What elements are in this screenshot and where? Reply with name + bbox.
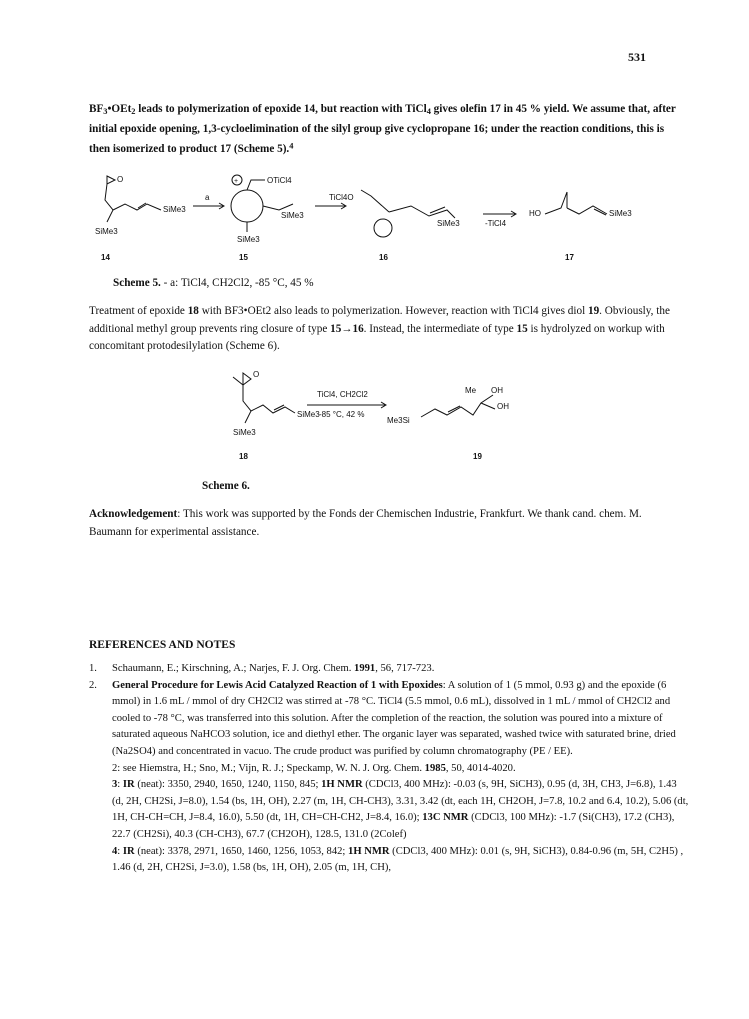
s6-sime3-18b: SiMe3 xyxy=(233,428,256,437)
s5-reagent-a: a xyxy=(205,193,210,202)
scheme6-caption: Scheme 6. xyxy=(202,480,250,492)
s5-sime3-14b: SiMe3 xyxy=(95,227,118,236)
epoxide-14 xyxy=(107,176,115,184)
page-number: 531 xyxy=(628,50,646,64)
s6-oh2: OH xyxy=(497,402,509,411)
s6-label-18: 18 xyxy=(239,452,248,461)
s5-sime3-17: SiMe3 xyxy=(609,209,632,218)
reference-2: 2. General Procedure for Lewis Acid Catalyzed Reaction of 1 with Epoxides: A solution of 1 (5 mmol, 0.93 g) and the epoxide (6 mmol) in 1.6 mL / mmol of dry CH2Cl2 was stirred at -78 °C. TiCl4 (5.5 mmol, 0.6 mL), dissolved in 1 mL / mmol of CH2Cl2 and cooled to -78 °C, was transferred into this solution. After the completion of the reaction, the solution was poured into a mixture of saturated aqueous NaHCO3 solution, ice and diethyl ether. The organic layer was separated, washed twice with saturated brine, dried (Na2SO4) and concentrated in vacuo. The crude product was purified by column chromatography (PE / EE). 2: see Hiemstra, H.; Sno, M.; Vijn, R. J.; Speckamp, W. N. J. Org. Chem. 1985, 50, 4014-4020. 3: IR (neat): 3350, 2940, 1650, 1240, 1150, 845; 1H NMR (CDCl3, 400 MHz): -0.03 (s, 9H, SiCH3), 0.95 (d, 3H, CH3, J=6.8), 1.43 (d, 2H, CH2Si, J=8.0), 1.54 (bs, 1H, OH), 2.27 (m, 1H, CH-CH3), 3.31, 3.42 (dt, each 1H, CH2OH, J=7.8, 10.2 and 6.4, 10.2), 5.06 (dt, 1H, CH-CH=CH, J=8.4, 16.0), 5.50 (dt, 1H, CH=CH-CH2, J=8.4, 16.0); 13C NMR (CDCl3, 100 MHz): -1.7 (Si(CH3), 17.2 (CH3), 22.7 (CH2Si), 40.3 (CH-CH3), 67.7 (CH2OH), 128.5, 131.0 (2Colef) 4: IR (neat): 3378, 2971, 1650, 1460, 1256, 1053, 842; 1H NMR (CDCl3, 400 MHz): 0.01 (s, 9H, SiCH3), 0.84-0.96 (m, 5H, C2H5) , 1.46 (d, 2H, CH2Si, J=3.0), 1.58 (bs, 1H, OH), 2.05 (m, 1H, CH), xyxy=(89,679,689,874)
s5-o-14: O xyxy=(117,175,124,184)
s5-sime3-15b: SiMe3 xyxy=(237,235,260,244)
intro-bold-text: $BF_3•OEt_2$ leads to polymerization of epoxide 14, but reaction with TiCl$_4$ gives olefin 17 in 45 % yield. We assume that, after initial epoxide opening, 1,3-cycloelimination of the silyl group give cyclopropane 16; under the reaction conditions, this is then isomerized to product 17 (Scheme 5).$^4$ xyxy=(89,103,676,156)
acknowledgement-label: Acknowledgement xyxy=(89,508,178,520)
s6-me3si: Me3Si xyxy=(387,416,410,425)
acknowledgement: Acknowledgement: This work was supported by the Fonds der Chemischen Industrie, Frankfurt. We thank cand. chem. M. Baumann for experimental assistance. xyxy=(89,508,642,538)
references-list xyxy=(89,661,689,877)
paragraph-2: Treatment of epoxide 18 with BF3•OEt2 also leads to polymerization. However, reaction with TiCl4 gives diol 19. Obviously, the additional methyl group prevents ring closure of type 15→16. Instead, the intermediate of type 15 is hydrolyzed on workup with concomitant protodesilylation (Scheme 6). xyxy=(89,305,670,352)
s5-label-14: 14 xyxy=(101,253,110,262)
footnote-mark: 4 xyxy=(289,142,294,152)
s6-oh1: OH xyxy=(491,386,503,395)
s5-label-17: 17 xyxy=(565,253,574,262)
s5-label-16: 16 xyxy=(379,253,388,262)
s5-oticl4: OTiCl4 xyxy=(267,176,292,185)
scheme6-graphic xyxy=(225,365,565,465)
s5-sime3-15a: SiMe3 xyxy=(281,211,304,220)
s5-sime3-14a: SiMe3 xyxy=(163,205,186,214)
s5-ho: HO xyxy=(529,209,541,218)
intro-paragraph xyxy=(89,101,681,159)
s5-sime3-16: SiMe3 xyxy=(437,219,460,228)
s5-label-15: 15 xyxy=(239,253,248,262)
s6-me: Me xyxy=(465,386,477,395)
s5-ticl4o: TiCl4O xyxy=(329,193,354,202)
scheme5-caption: Scheme 5. - a: TiCl4, CH2Cl2, -85 °C, 45 % xyxy=(113,277,314,289)
s6-reagents-bottom: -85 °C, 42 % xyxy=(319,410,365,419)
s5-ticl4-minus: -TiCl4 xyxy=(485,219,507,228)
s6-reagents-top: TiCl4, CH2Cl2 xyxy=(317,390,368,399)
s6-label-19: 19 xyxy=(473,452,482,461)
reference-1: 1. Schaumann, E.; Kirschning, A.; Narjes, F. J. Org. Chem. 1991, 56, 717-723. xyxy=(89,663,435,674)
references-heading: REFERENCES AND NOTES xyxy=(89,639,236,651)
s6-sime3-18a: SiMe3 xyxy=(297,410,320,419)
s5-plus: + xyxy=(234,178,239,185)
s6-o: O xyxy=(253,370,260,379)
scheme5-graphic xyxy=(89,170,689,270)
